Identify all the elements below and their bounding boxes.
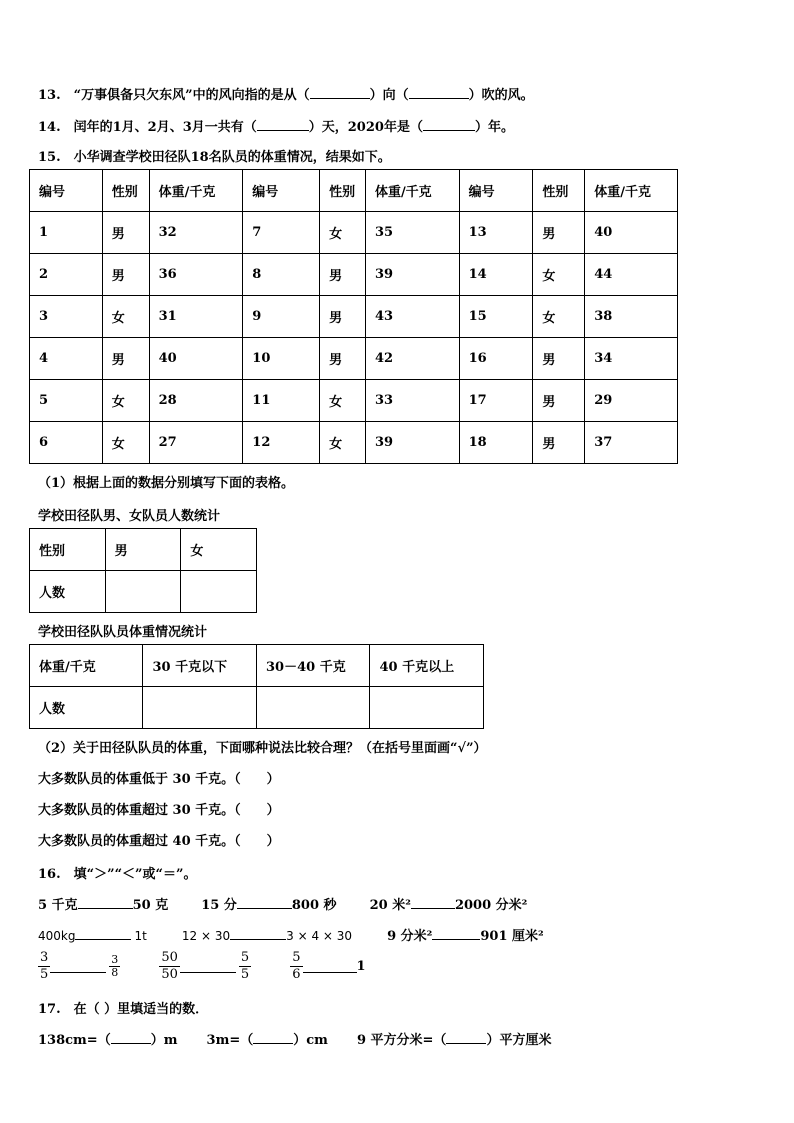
table-cell: 女 — [102, 380, 149, 422]
table-cell: 42 — [365, 338, 459, 380]
header-cell: 性别 — [533, 170, 585, 212]
table-row — [30, 338, 678, 380]
answer-cell[interactable] — [181, 571, 257, 613]
table-cell: 女 — [533, 254, 585, 296]
table-cell: 27 — [149, 422, 243, 464]
q13-blank-2[interactable] — [409, 86, 469, 99]
answer-cell[interactable] — [256, 687, 370, 729]
q13-blank-1[interactable] — [310, 86, 370, 99]
table-cell: 7 — [243, 212, 320, 254]
q16-r2-d: 3 × 4 × 30 — [286, 929, 353, 943]
table-cell: 男 — [533, 338, 585, 380]
q16-r2-a: 400kg — [38, 929, 76, 943]
q17-blank-1[interactable] — [111, 1031, 151, 1044]
table-cell: 8 — [243, 254, 320, 296]
table-cell: 4 — [30, 338, 103, 380]
compare-blank[interactable] — [75, 927, 131, 940]
table-cell: 女 — [320, 422, 366, 464]
compare-blank[interactable] — [237, 896, 292, 909]
answer-cell[interactable] — [370, 687, 484, 729]
table-cell: 女 — [320, 212, 366, 254]
table-cell: 11 — [243, 380, 320, 422]
table-cell: 男 — [102, 338, 149, 380]
table-cell: 男 — [105, 529, 181, 571]
table-cell: 32 — [149, 212, 243, 254]
fraction-3-5: $\frac{3}{5}$ — [40, 950, 49, 982]
table-cell: 12 — [243, 422, 320, 464]
gender-table-title: 学校田径队男、女队员人数统计 — [38, 509, 221, 524]
table-cell: 40 — [585, 212, 678, 254]
header-cell: 编号 — [459, 170, 533, 212]
table-cell: 29 — [585, 380, 678, 422]
q14-blank-1[interactable] — [257, 118, 309, 131]
q14-text-a: 14. 闰年的1月、2月、3月一共有（ — [38, 120, 257, 135]
table-cell: 性别 — [30, 529, 106, 571]
table-cell: 男 — [102, 254, 149, 296]
table-cell: 14 — [459, 254, 533, 296]
weight-data-table — [29, 169, 678, 464]
table-row — [30, 687, 484, 729]
table-cell: 男 — [533, 422, 585, 464]
fraction-3-8: $\frac{3}{8}$ — [111, 953, 119, 979]
q17-part-5: 9 平方分米=（ — [356, 1033, 447, 1048]
question-15-intro: 15. 小华调查学校田径队18名队员的体重情况，结果如下。 — [38, 150, 391, 165]
table-cell: 6 — [30, 422, 103, 464]
q17-part-1: 138cm=（ — [38, 1033, 111, 1048]
q16-r1-b: 50 克 — [132, 898, 169, 913]
question-17-intro: 17. 在（ ）里填适当的数． — [38, 1002, 209, 1017]
table-cell: 13 — [459, 212, 533, 254]
table-row — [30, 571, 257, 613]
question-14 — [38, 116, 514, 135]
table-cell: 5 — [30, 380, 103, 422]
answer-cell[interactable] — [143, 687, 257, 729]
header-cell: 性别 — [320, 170, 366, 212]
table-cell: 男 — [320, 338, 366, 380]
q16-row-2 — [38, 925, 544, 944]
q17-part-6: ）平方厘米 — [486, 1033, 552, 1048]
compare-blank[interactable] — [411, 896, 455, 909]
table-cell: 女 — [320, 380, 366, 422]
answer-cell[interactable] — [105, 571, 181, 613]
table-row — [30, 212, 678, 254]
table-cell: 男 — [102, 212, 149, 254]
weight-table-title: 学校田径队队员体重情况统计 — [38, 625, 208, 640]
table-cell: 40 — [149, 338, 243, 380]
table-cell: 男 — [533, 380, 585, 422]
table-cell: 40 千克以上 — [370, 645, 484, 687]
table-cell: 36 — [149, 254, 243, 296]
header-cell: 体重/千克 — [365, 170, 459, 212]
table-cell: 34 — [585, 338, 678, 380]
option-3[interactable]: 大多数队员的体重超过 40 千克。（ ） — [38, 834, 280, 849]
table-row — [30, 296, 678, 338]
q17-blank-2[interactable] — [253, 1031, 293, 1044]
table-cell: 女 — [102, 296, 149, 338]
q16-r2-b: 1t — [134, 929, 147, 943]
header-cell: 编号 — [243, 170, 320, 212]
q16-r1-c: 15 分 — [201, 898, 237, 913]
header-cell: 编号 — [30, 170, 103, 212]
table-row — [30, 645, 484, 687]
q16-r2-c: 12 × 30 — [181, 929, 231, 943]
q16-r1-d: 800 秒 — [291, 898, 337, 913]
option-1[interactable]: 大多数队员的体重低于 30 千克。（ ） — [38, 772, 280, 787]
q16-row-3 — [38, 950, 366, 983]
part-1-instruction: （1）根据上面的数据分别填写下面的表格。 — [38, 476, 295, 491]
table-cell: 15 — [459, 296, 533, 338]
header-cell: 体重/千克 — [149, 170, 243, 212]
q16-r2-f: 901 厘米² — [480, 929, 544, 944]
q13-text-a: 13. “万事俱备只欠东风”中的风向指的是从（ — [38, 88, 310, 103]
fraction-50-50: $\frac{50}{50}$ — [161, 950, 178, 982]
gender-count-table — [29, 528, 257, 613]
compare-blank[interactable] — [432, 927, 480, 940]
header-cell: 性别 — [102, 170, 149, 212]
table-cell: 女 — [181, 529, 257, 571]
header-cell: 体重/千克 — [585, 170, 678, 212]
q16-row-1 — [38, 894, 527, 913]
table-cell: 39 — [365, 254, 459, 296]
compare-blank[interactable] — [303, 960, 357, 973]
table-cell: 33 — [365, 380, 459, 422]
table-row — [30, 380, 678, 422]
table-cell: 人数 — [30, 571, 106, 613]
part-2-instruction: （2）关于田径队队员的体重，下面哪种说法比较合理？（在括号里面画“√”） — [38, 741, 487, 756]
number-one: 1 — [356, 959, 366, 974]
table-cell: 37 — [585, 422, 678, 464]
table-cell: 28 — [149, 380, 243, 422]
table-header-row — [30, 170, 678, 212]
table-cell: 男 — [320, 254, 366, 296]
q17-part-2: ）m — [150, 1033, 178, 1048]
table-cell: 18 — [459, 422, 533, 464]
table-cell: 39 — [365, 422, 459, 464]
q16-r2-e: 9 分米² — [387, 929, 433, 944]
option-2[interactable]: 大多数队员的体重超过 30 千克。（ ） — [38, 803, 280, 818]
table-cell: 2 — [30, 254, 103, 296]
table-cell: 38 — [585, 296, 678, 338]
q13-text-b: ）向（ — [369, 88, 409, 103]
fraction-5-6: $\frac{5}{6}$ — [292, 950, 301, 982]
q14-text-b: ）天，2020年是（ — [308, 120, 423, 135]
fraction-5-5: $\frac{5}{5}$ — [240, 950, 250, 982]
q17-part-4: ）cm — [293, 1033, 328, 1048]
table-row — [30, 422, 678, 464]
q17-items — [38, 1029, 551, 1048]
table-cell: 女 — [102, 422, 149, 464]
q16-r1-e: 20 米² — [369, 898, 411, 913]
compare-blank[interactable] — [50, 960, 106, 973]
table-cell: 16 — [459, 338, 533, 380]
question-13 — [38, 84, 534, 103]
table-cell: 女 — [533, 296, 585, 338]
q16-r1-f: 2000 分米² — [454, 898, 528, 913]
q14-text-c: ）年。 — [474, 120, 514, 135]
table-cell: 1 — [30, 212, 103, 254]
q16-r1-a: 5 千克 — [38, 898, 78, 913]
table-cell: 30－40 千克 — [256, 645, 370, 687]
table-row — [30, 529, 257, 571]
table-cell: 43 — [365, 296, 459, 338]
table-cell: 17 — [459, 380, 533, 422]
table-cell: 3 — [30, 296, 103, 338]
table-cell: 男 — [533, 212, 585, 254]
table-cell: 体重/千克 — [30, 645, 143, 687]
compare-blank[interactable] — [180, 960, 236, 973]
table-cell: 10 — [243, 338, 320, 380]
table-cell: 男 — [320, 296, 366, 338]
question-16-intro: 16. 填“＞”“＜”或“＝”。 — [38, 867, 197, 882]
table-cell: 9 — [243, 296, 320, 338]
weight-count-table — [29, 644, 484, 729]
table-cell: 30 千克以下 — [143, 645, 257, 687]
table-cell: 35 — [365, 212, 459, 254]
compare-blank[interactable] — [78, 896, 133, 909]
table-cell: 31 — [149, 296, 243, 338]
table-row — [30, 254, 678, 296]
compare-blank[interactable] — [230, 927, 286, 940]
table-cell: 44 — [585, 254, 678, 296]
q17-part-3: 3m=（ — [206, 1033, 254, 1048]
table-cell: 人数 — [30, 687, 143, 729]
q14-blank-2[interactable] — [423, 118, 475, 131]
q17-blank-3[interactable] — [446, 1031, 486, 1044]
q13-text-c: ）吹的风。 — [468, 88, 534, 103]
